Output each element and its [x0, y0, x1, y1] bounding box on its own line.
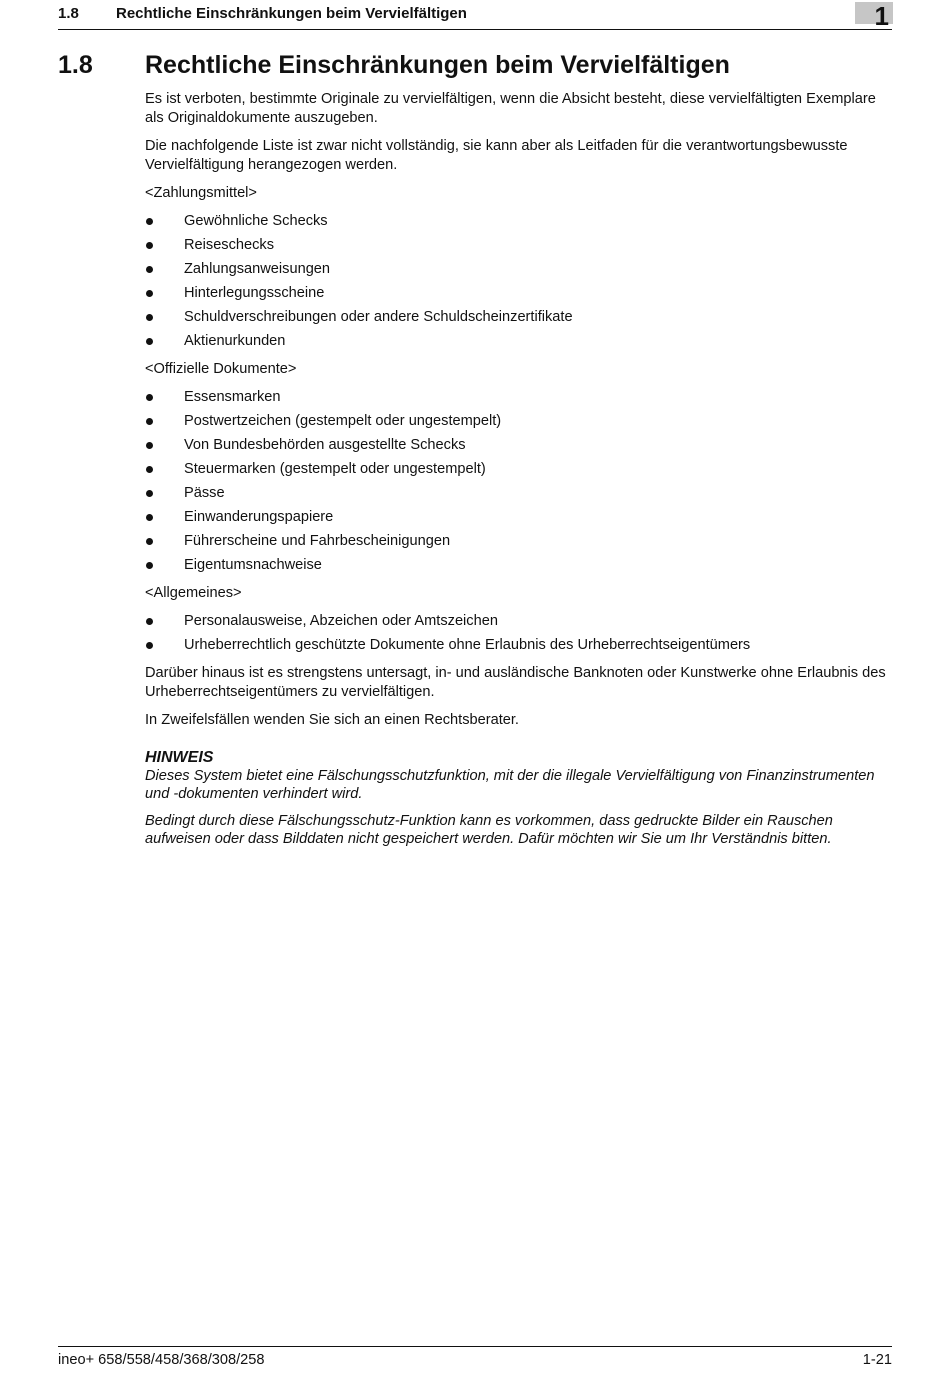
list-item [145, 412, 893, 431]
list-item [145, 556, 893, 575]
note-box [145, 748, 893, 848]
list-item-text: Hinterlegungsscheine [184, 285, 325, 301]
main-content [145, 90, 893, 858]
intro-paragraph-2: Die nachfolgende Liste ist zwar nicht vollständig, sie kann aber als Leitfaden für die verantwortungsbewusste Vervielfältigung herangezogen werden. [145, 138, 848, 173]
list-item-text: Aktienurkunden [184, 333, 286, 349]
list-item [145, 308, 893, 327]
list-item [145, 436, 893, 455]
bullet-icon [146, 514, 153, 521]
list-item [145, 236, 893, 255]
list-item [145, 260, 893, 279]
footer-page-number: 1-21 [862, 1352, 892, 1368]
list-item-text: Pässe [184, 485, 225, 501]
list-allgemeines [145, 612, 893, 655]
list-item-text: Führerscheine und Fahrbescheinigungen [184, 533, 451, 549]
bullet-icon [146, 418, 153, 425]
list-offizielle-dokumente [145, 388, 893, 575]
list-item [145, 612, 893, 631]
bullet-icon [146, 394, 153, 401]
page-footer [58, 1346, 892, 1368]
page-title: Rechtliche Einschränkungen beim Vervielfältigen [145, 51, 730, 79]
list-item-text: Steuermarken (gestempelt oder ungestempelt) [184, 461, 486, 477]
list-item [145, 212, 893, 231]
intro-paragraph-1: Es ist verboten, bestimmte Originale zu vervielfältigen, wenn die Absicht besteht, diese vervielfältigten Exemplare als Originaldokumente auszugeben. [145, 91, 876, 126]
bullet-icon [146, 242, 153, 249]
list-zahlungsmittel [145, 212, 893, 351]
list-item-text: Eigentumsnachweise [184, 557, 322, 573]
list-item-text: Essensmarken [184, 389, 281, 405]
section-title-offizielle-dokumente: <Offizielle Dokumente> [145, 361, 297, 377]
bullet-icon [146, 266, 153, 273]
bullet-icon [146, 314, 153, 321]
note-paragraph-2: Bedingt durch diese Fälschungsschutz-Funktion kann es vorkommen, dass gedruckte Bilder ein Rauschen aufweisen oder dass Bilddaten nicht gespeichert werden. Dafür möchten wir Sie um Ihr Verständnis bitten. [145, 813, 833, 847]
list-item [145, 284, 893, 303]
list-item-text: Personalausweise, Abzeichen oder Amtszeichen [184, 613, 498, 629]
note-title: HINWEIS [145, 749, 214, 766]
closing-paragraph-1: Darüber hinaus ist es strengstens untersagt, in- und ausländische Banknoten oder Kunstwerke ohne Erlaubnis des Urheberrechtseigentümers zu vervielfältigen. [145, 665, 886, 700]
chapter-tab [855, 1, 893, 31]
bullet-icon [146, 562, 153, 569]
list-item [145, 388, 893, 407]
bullet-icon [146, 618, 153, 625]
header-section-number: 1.8 [58, 5, 79, 22]
bullet-icon [146, 290, 153, 297]
heading-number: 1.8 [58, 51, 93, 79]
list-item-text: Von Bundesbehörden ausgestellte Schecks [184, 437, 466, 453]
list-item-text: Postwertzeichen (gestempelt oder ungestempelt) [184, 413, 502, 429]
bullet-icon [146, 442, 153, 449]
section-title-allgemeines: <Allgemeines> [145, 585, 242, 601]
bullet-icon [146, 642, 153, 649]
list-item-text: Gewöhnliche Schecks [184, 213, 328, 229]
list-item [145, 508, 893, 527]
bullet-icon [146, 466, 153, 473]
list-item-text: Einwanderungspapiere [184, 509, 334, 525]
list-item-text: Schuldverschreibungen oder andere Schuldscheinzertifikate [184, 309, 573, 325]
list-item [145, 460, 893, 479]
bullet-icon [146, 538, 153, 545]
list-item-text: Reiseschecks [184, 237, 275, 253]
list-item-text: Urheberrechtlich geschützte Dokumente ohne Erlaubnis des Urheberrechtseigentümers [184, 637, 751, 653]
list-item [145, 532, 893, 551]
list-item-text: Zahlungsanweisungen [184, 261, 331, 277]
list-item [145, 636, 893, 655]
running-header [58, 0, 892, 30]
header-section-title: Rechtliche Einschränkungen beim Vervielfältigen [116, 5, 467, 22]
bullet-icon [146, 338, 153, 345]
list-item [145, 332, 893, 351]
section-title-zahlungsmittel: <Zahlungsmittel> [145, 185, 257, 201]
list-item [145, 484, 893, 503]
chapter-number: 1 [874, 1, 889, 31]
bullet-icon [146, 218, 153, 225]
footer-model: ineo+ 658/558/458/368/308/258 [58, 1352, 265, 1368]
bullet-icon [146, 490, 153, 497]
closing-paragraph-2: In Zweifelsfällen wenden Sie sich an einen Rechtsberater. [145, 712, 519, 728]
note-paragraph-1: Dieses System bietet eine Fälschungsschutzfunktion, mit der die illegale Vervielfältigung von Finanzinstrumenten und -dokumenten verhindert wird. [145, 768, 875, 802]
